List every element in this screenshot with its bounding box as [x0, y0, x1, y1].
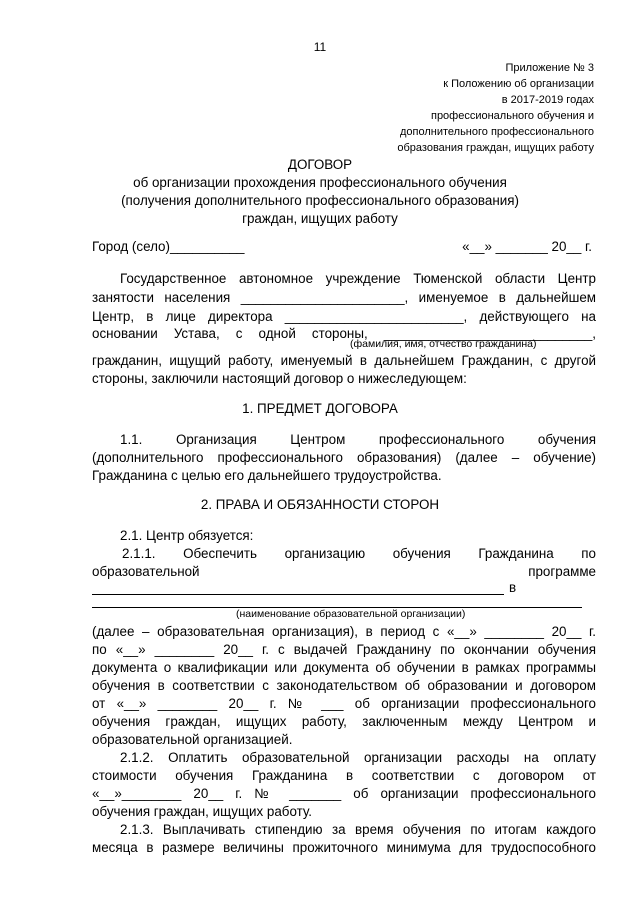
section-2-heading: 2. ПРАВА И ОБЯЗАННОСТИ СТОРОН [200, 497, 440, 512]
page-number: 11 [313, 40, 327, 54]
paragraph-line: «__»________ 20__ г. № _______ об организации профессионального [92, 786, 596, 801]
city-line: Город (село)__________ [92, 239, 245, 254]
paragraph-line: (далее – образовательная организация), в период с «__» ________ 20__ г. [92, 624, 596, 639]
intro-line: Центр, в лице директора ________________________, действующего на [92, 309, 596, 324]
paragraph-line: 2.1.2. Оплатить образовательной организации расходы на оплату [120, 750, 596, 765]
intro-line: Государственное автономное учреждение Тюменской области Центр [120, 271, 596, 286]
intro-line: занятости населения ______________________, именуемое в дальнейшем [92, 290, 596, 305]
appendix-block [397, 60, 594, 156]
paragraph-line: 2.1.3. Выплачивать стипендию за время обучения по итогам каждого [120, 822, 596, 837]
paragraph-line: образовательной программе [92, 564, 596, 579]
paragraph-line: месяца в размере величины прожиточного минимума для трудоспособного [92, 840, 596, 855]
intro-line: основании Устава, с одной стороны, ____________________________, [92, 326, 596, 341]
title-line: граждан, ищущих работу [242, 211, 398, 226]
appendix-line: к Положению об организации [443, 78, 594, 90]
intro-line: гражданин, ищущий работу, именуемый в дальнейшем Гражданин, с другой [92, 353, 596, 368]
paragraph-line: 1.1. Организация Центром профессионального обучения [120, 432, 596, 447]
appendix-line: в 2017-2019 годах [501, 94, 594, 106]
title-line: об организации прохождения профессионального обучения [133, 175, 507, 190]
appendix-line: Приложение № 3 [505, 62, 594, 74]
intro-line: стороны, заключили настоящий договор о нижеследующем: [92, 371, 467, 386]
section-1-heading: 1. ПРЕДМЕТ ДОГОВОРА [242, 401, 398, 416]
organization-caption: (наименование образовательной организации) [236, 608, 466, 620]
paragraph-line: 2.1.1. Обеспечить организацию обучения Гражданина по [122, 546, 596, 561]
paragraph-line: 2.1. Центр обязуется: [120, 528, 254, 543]
paragraph-line: обучения граждан, ищущих работу. [92, 804, 312, 819]
appendix-line: образования граждан, ищущих работу [397, 142, 594, 154]
date-line: «__» _______ 20__ г. [462, 239, 592, 254]
appendix-line: дополнительного профессионального [399, 126, 594, 138]
title-line: ДОГОВОР [287, 157, 353, 172]
paragraph-line: образовательной организацией. [92, 732, 293, 747]
signature-caption: (фамилия, имя, отчество гражданина) [350, 338, 537, 350]
paragraph-line: от «__» ________ 20__ г. № ___ об организации профессионального [92, 696, 596, 711]
paragraph-line: Гражданина с целью его дальнейшего трудоустройства. [92, 468, 442, 483]
paragraph-line: по «__» ________ 20__ г. с выдачей Гражданину по окончании обучения [92, 642, 596, 657]
title-line: (получения дополнительного профессионального образования) [121, 193, 519, 208]
document-title [0, 156, 640, 228]
paragraph-line: (дополнительного профессионального образования) (далее – обучение) [92, 450, 596, 465]
paragraph-fragment: в [509, 580, 517, 595]
paragraph-line: обучения граждан, ищущих работу, заключенным между Центром и [92, 714, 596, 729]
paragraph-line: обучения в соответствии с законодательством об образовании и договором [92, 678, 596, 693]
paragraph-line: стоимости обучения Гражданина в соответствии с договором от [92, 768, 596, 783]
appendix-line: профессионального обучения и [430, 110, 594, 122]
paragraph-line: документа о квалификации или документа об обучении в рамках программы [92, 660, 596, 675]
program-name-blank [92, 594, 504, 595]
